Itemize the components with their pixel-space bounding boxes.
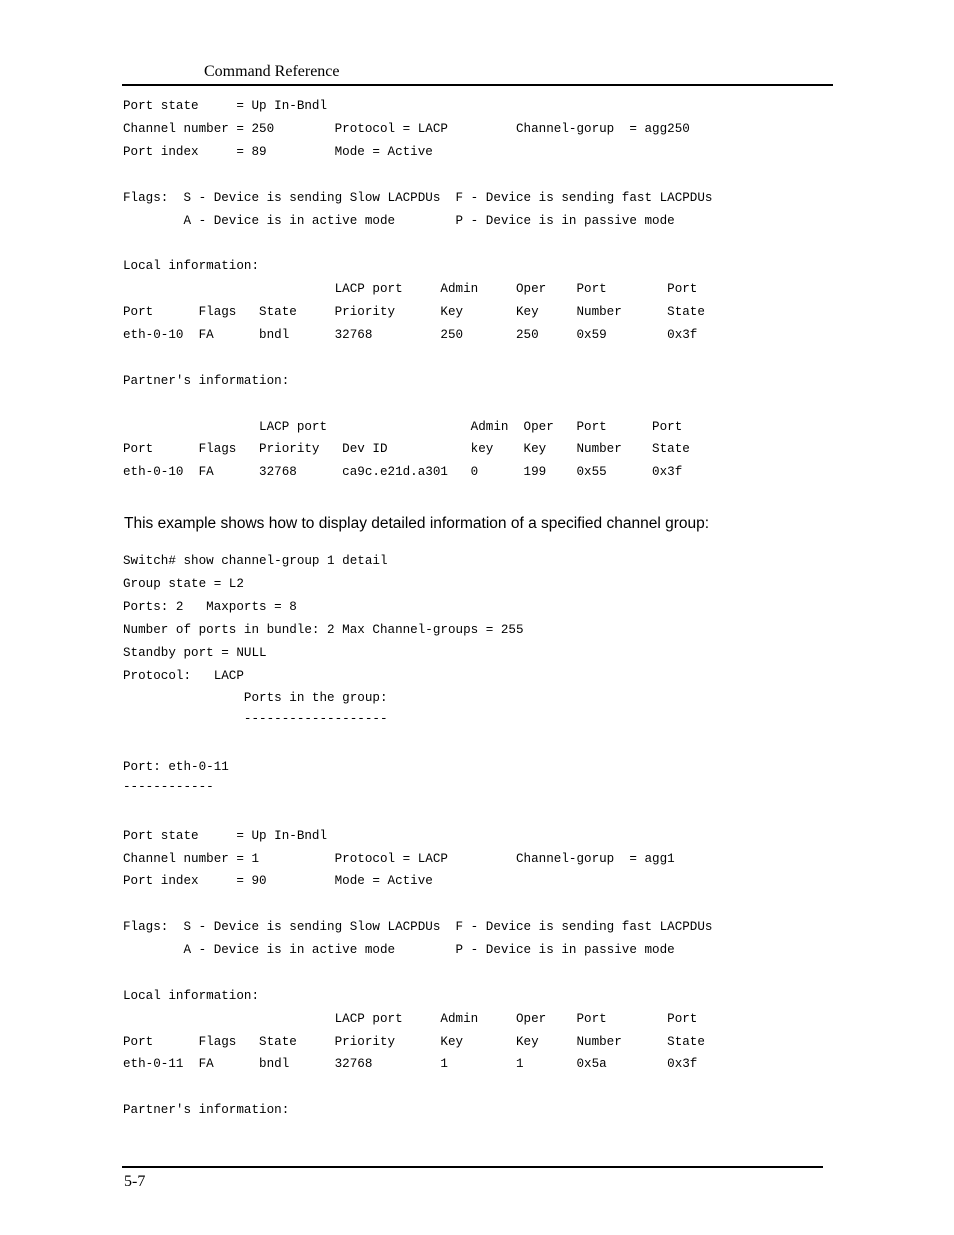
code-line: Port index = 90 Mode = Active: [123, 874, 433, 888]
code-line: Flags: S - Device is sending Slow LACPDUs F - Device is sending fast LACPDUs: [123, 920, 713, 934]
code-line: Group state = L2: [123, 577, 244, 591]
code-line: A - Device is in active mode P - Device is in passive mode: [123, 943, 675, 957]
code-line: Port state = Up In-Bndl: [123, 99, 328, 113]
page-header-title: Command Reference: [204, 63, 340, 80]
code-line: Port Flags State Priority Key Key Number State: [123, 305, 705, 319]
code-line: Partner's information:: [123, 1103, 290, 1117]
code-line: Port Flags Priority Dev ID key Key Number State: [123, 442, 690, 456]
code-line: Channel number = 1 Protocol = LACP Channel-gorup = agg1: [123, 852, 675, 866]
code-line: Local information:: [123, 989, 260, 1003]
code-line: Ports: 2 Maxports = 8: [123, 600, 297, 614]
header-rule: [122, 84, 833, 86]
code-line: Port: eth-0-11: [123, 760, 229, 774]
code-line: Switch# show channel-group 1 detail: [123, 554, 388, 568]
footer-rule: [122, 1166, 823, 1168]
page-number: 5-7: [124, 1173, 146, 1190]
code-line: A - Device is in active mode P - Device is in passive mode: [123, 214, 675, 228]
code-line: Standby port = NULL: [123, 646, 267, 660]
code-line: LACP port Admin Oper Port Port: [123, 1012, 698, 1026]
example-description: This example shows how to display detailed information of a specified channel group:: [124, 515, 710, 532]
code-line: LACP port Admin Oper Port Port: [123, 282, 698, 296]
code-line: Port state = Up In-Bndl: [123, 829, 328, 843]
code-line: Number of ports in bundle: 2 Max Channel-groups = 255: [123, 623, 524, 637]
code-line: Port index = 89 Mode = Active: [123, 145, 433, 159]
code-line: eth-0-10 FA bndl 32768 250 250 0x59 0x3f: [123, 328, 698, 342]
code-line: ------------: [123, 780, 214, 794]
code-line: eth-0-11 FA bndl 32768 1 1 0x5a 0x3f: [123, 1057, 698, 1071]
code-line: Local information:: [123, 259, 260, 273]
code-line: Port Flags State Priority Key Key Number State: [123, 1035, 705, 1049]
code-line: Protocol: LACP: [123, 669, 244, 683]
code-line: Ports in the group:: [123, 691, 388, 705]
code-line: Partner's information:: [123, 374, 290, 388]
code-line: eth-0-10 FA 32768 ca9c.e21d.a301 0 199 0x55 0x3f: [123, 465, 683, 479]
code-line: LACP port Admin Oper Port Port: [123, 420, 683, 434]
code-line: Channel number = 250 Protocol = LACP Channel-gorup = agg250: [123, 122, 690, 136]
code-line: -------------------: [123, 712, 388, 726]
code-line: Flags: S - Device is sending Slow LACPDUs F - Device is sending fast LACPDUs: [123, 191, 713, 205]
